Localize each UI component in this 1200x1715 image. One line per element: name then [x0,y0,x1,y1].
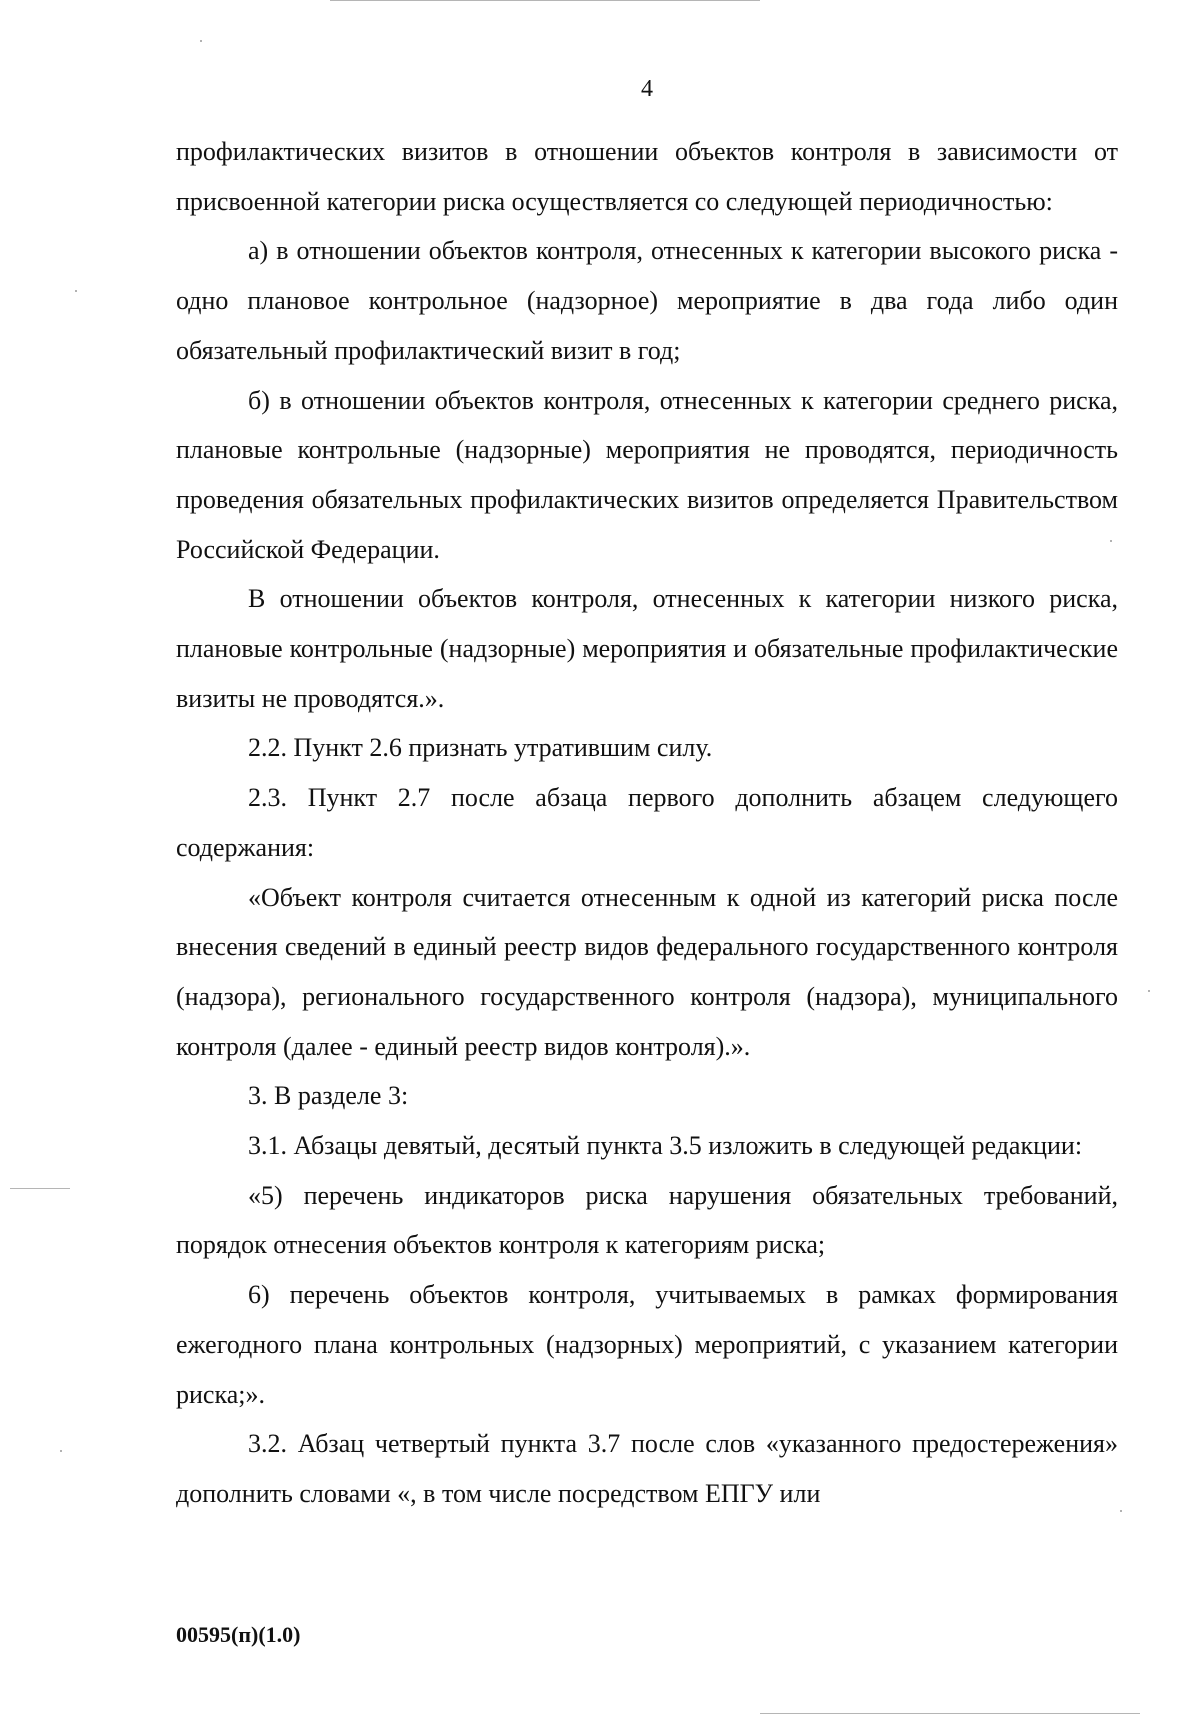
body-paragraph: «5) перечень индикаторов риска нарушения обязательных требований, порядок отнесения объектов контроля к категориям риска; [176,1180,1118,1260]
scan-speck [60,1450,62,1452]
body-paragraph: 2.2. Пункт 2.6 признать утратившим силу. [248,733,713,763]
body-paragraph: 2.3. Пункт 2.7 после абзаца первого дополнить абзацем следующего содержания: [176,783,1118,862]
scan-speck [1148,990,1150,992]
scan-edge-bottom [760,1713,1140,1714]
scan-speck [1120,1510,1122,1512]
body-paragraph: 6) перечень объектов контроля, учитываемых в рамках формирования ежегодного плана контрольных (надзорных) мероприятий, с указанием категории риска;». [176,1280,1118,1409]
body-paragraph: 3.2. Абзац четвертый пункта 3.7 после слов «указанного предостережения» дополнить словами «, в том числе посредством ЕПГУ или [176,1429,1118,1508]
scan-speck [75,290,77,292]
body-paragraph: В отношении объектов контроля, отнесенных к категории низкого риска, плановые контрольные (надзорные) мероприятия и обязательные профилактические визиты не проводятся.». [176,584,1118,713]
body-paragraph: 3. В разделе 3: [248,1081,409,1111]
document-code: 00595(п)(1.0) [176,1622,301,1647]
document-body [176,127,1118,1519]
body-paragraph: б) в отношении объектов контроля, отнесенных к категории среднего риска, плановые контрольные (надзорные) мероприятия не проводятся, периодичность проведения обязательных профилактических визитов определяется Правительством Российской Федерации. [176,385,1118,564]
body-paragraph: профилактических визитов в отношении объектов контроля в зависимости от присвоенной категории риска осуществляется со следующей периодичностью: [176,137,1118,216]
scan-speck [200,40,202,42]
body-paragraph: а) в отношении объектов контроля, отнесенных к категории высокого риска - одно плановое контрольное (надзорное) мероприятие в два года либо один обязательный профилактический визит в год; [176,236,1118,365]
body-paragraph: 3.1. Абзацы девятый, десятый пункта 3.5 изложить в следующей редакции: [248,1131,1083,1161]
page-number: 4 [641,76,653,102]
scan-edge-top [330,0,760,1]
scan-edge-left [10,1188,70,1189]
body-paragraph: «Объект контроля считается отнесенным к одной из категорий риска после внесения сведений в единый реестр видов федерального государственного контроля (надзора), регионального государственного контроля (надзора), муниципального контроля (далее - единый реестр видов контроля).». [176,882,1118,1061]
